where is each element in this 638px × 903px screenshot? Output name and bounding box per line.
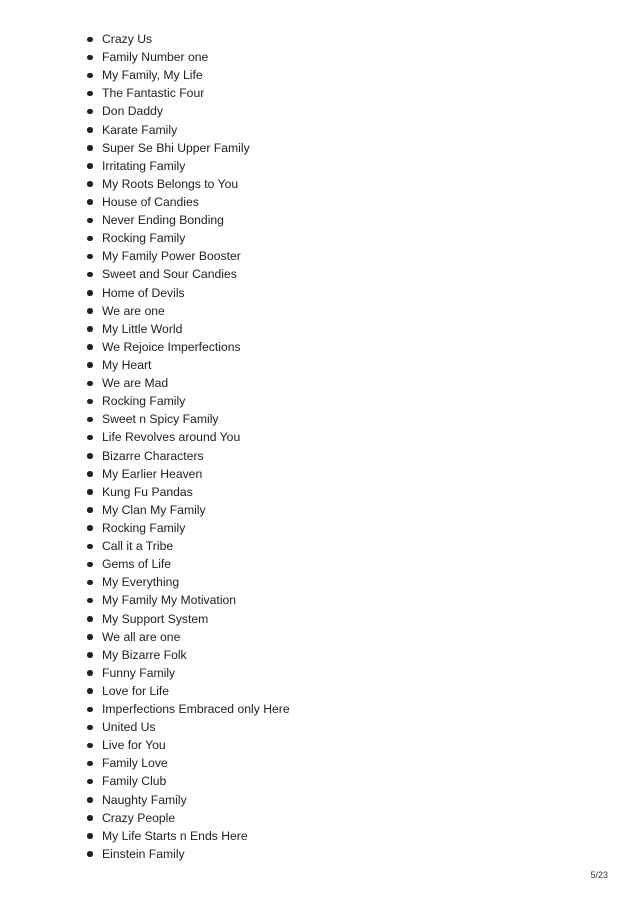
list-item-text: Irritating Family xyxy=(102,158,186,173)
list-item-text: Family Club xyxy=(102,774,167,789)
bullet-icon xyxy=(87,507,93,513)
bullet-icon xyxy=(87,815,93,821)
bullet-icon xyxy=(87,55,93,61)
list-item-text: My Clan My Family xyxy=(102,502,206,517)
bullet-icon xyxy=(87,145,93,151)
list-item xyxy=(0,754,290,772)
bullet-icon xyxy=(87,652,93,658)
list-item xyxy=(0,591,290,609)
list-item xyxy=(0,791,290,809)
list-item xyxy=(0,320,290,338)
bullet-icon xyxy=(87,381,93,387)
list-item-text: We all are one xyxy=(102,629,181,644)
list-item-text: My Everything xyxy=(102,575,180,590)
list-item xyxy=(0,66,290,84)
list-item-text: Life Revolves around You xyxy=(102,430,241,445)
bullet-icon xyxy=(87,670,93,676)
list-item-text: My Heart xyxy=(102,357,152,372)
bullet-icon xyxy=(87,236,93,242)
bullet-icon xyxy=(87,127,93,133)
list-item xyxy=(0,483,290,501)
list-item xyxy=(0,501,290,519)
list-item-text: My Family, My Life xyxy=(102,68,203,83)
bullet-icon xyxy=(87,326,93,332)
bullet-icon xyxy=(87,453,93,459)
list-item-text: Sweet n Spicy Family xyxy=(102,412,219,427)
list-item-text: Sweet and Sour Candies xyxy=(102,267,237,282)
bullet-icon xyxy=(87,37,93,43)
list-item-text: My Support System xyxy=(102,611,209,626)
list-item xyxy=(0,845,290,863)
bullet-icon xyxy=(87,399,93,405)
list-item-text: Crazy People xyxy=(102,810,176,825)
bullet-icon xyxy=(87,779,93,785)
list-item xyxy=(0,718,290,736)
list-item-text: My Life Starts n Ends Here xyxy=(102,828,248,843)
bullet-icon xyxy=(87,544,93,550)
bullet-icon xyxy=(87,91,93,97)
bullet-icon xyxy=(87,272,93,278)
list-item xyxy=(0,265,290,283)
list-item xyxy=(0,610,290,628)
list-item-text: The Fantastic Four xyxy=(102,86,205,101)
list-item xyxy=(0,48,290,66)
list-item xyxy=(0,465,290,483)
list-item-text: Rocking Family xyxy=(102,231,186,246)
list-item xyxy=(0,410,290,428)
bullet-icon xyxy=(87,254,93,260)
list-item xyxy=(0,211,290,229)
bullet-icon xyxy=(87,833,93,839)
bullet-icon xyxy=(87,290,93,296)
list-item xyxy=(0,428,290,446)
family-name-list xyxy=(0,30,290,863)
list-item xyxy=(0,338,290,356)
list-item-text: Never Ending Bonding xyxy=(102,213,224,228)
list-item-text: We are Mad xyxy=(102,376,169,391)
list-item-text: Karate Family xyxy=(102,122,178,137)
list-item xyxy=(0,302,290,320)
list-item xyxy=(0,646,290,664)
list-item xyxy=(0,84,290,102)
list-item xyxy=(0,736,290,754)
list-item-text: Bizarre Characters xyxy=(102,448,204,463)
list-item-text: Family Number one xyxy=(102,50,209,65)
list-item xyxy=(0,157,290,175)
bullet-icon xyxy=(87,109,93,115)
bullet-icon xyxy=(87,761,93,767)
list-item-text: My Little World xyxy=(102,321,183,336)
bullet-icon xyxy=(87,797,93,803)
list-item-text: Family Love xyxy=(102,756,168,771)
list-item-text: Naughty Family xyxy=(102,792,187,807)
bullet-icon xyxy=(87,435,93,441)
list-item-text: My Bizarre Folk xyxy=(102,647,187,662)
page-number: 5/23 xyxy=(590,870,608,880)
list-item xyxy=(0,229,290,247)
list-item xyxy=(0,392,290,410)
list-item xyxy=(0,682,290,700)
list-item xyxy=(0,664,290,682)
bullet-icon xyxy=(87,725,93,731)
list-item-text: Rocking Family xyxy=(102,520,186,535)
bullet-icon xyxy=(87,489,93,495)
bullet-icon xyxy=(87,562,93,568)
bullet-icon xyxy=(87,199,93,205)
list-item-text: Funny Family xyxy=(102,665,176,680)
list-item xyxy=(0,555,290,573)
list-item-text: My Roots Belongs to You xyxy=(102,176,239,191)
list-item-text: Kung Fu Pandas xyxy=(102,484,193,499)
list-item-text: Call it a Tribe xyxy=(102,539,174,554)
list-item xyxy=(0,284,290,302)
bullet-icon xyxy=(87,362,93,368)
bullet-icon xyxy=(87,163,93,169)
list-item xyxy=(0,809,290,827)
list-item xyxy=(0,193,290,211)
list-item-text: We are one xyxy=(102,303,165,318)
list-item xyxy=(0,102,290,120)
list-item xyxy=(0,628,290,646)
list-item-text: My Family Power Booster xyxy=(102,249,241,264)
list-item-text: Rocking Family xyxy=(102,394,186,409)
bullet-icon xyxy=(87,616,93,622)
list-item xyxy=(0,700,290,718)
bullet-icon xyxy=(87,344,93,350)
list-item-text: We Rejoice Imperfections xyxy=(102,339,241,354)
list-item xyxy=(0,573,290,591)
bullet-icon xyxy=(87,308,93,314)
bullet-icon xyxy=(87,851,93,857)
list-item xyxy=(0,519,290,537)
list-item-text: Home of Devils xyxy=(102,285,185,300)
list-item xyxy=(0,30,290,48)
bullet-icon xyxy=(87,580,93,586)
list-item-text: Live for You xyxy=(102,738,166,753)
list-item-text: Gems of Life xyxy=(102,557,172,572)
bullet-icon xyxy=(87,634,93,640)
bullet-icon xyxy=(87,181,93,187)
list-item xyxy=(0,121,290,139)
list-item-text: Einstein Family xyxy=(102,846,185,861)
list-item xyxy=(0,374,290,392)
list-item-text: United Us xyxy=(102,720,156,735)
bullet-icon xyxy=(87,218,93,224)
bullet-icon xyxy=(87,743,93,749)
list-item-text: Don Daddy xyxy=(102,104,163,119)
list-item xyxy=(0,447,290,465)
list-item-text: Super Se Bhi Upper Family xyxy=(102,140,250,155)
list-item xyxy=(0,175,290,193)
list-item xyxy=(0,247,290,265)
bullet-icon xyxy=(87,688,93,694)
bullet-icon xyxy=(87,598,93,604)
list-item-text: My Earlier Heaven xyxy=(102,466,203,481)
list-item xyxy=(0,356,290,374)
bullet-icon xyxy=(87,471,93,477)
bullet-icon xyxy=(87,73,93,79)
list-item xyxy=(0,537,290,555)
bullet-icon xyxy=(87,707,93,713)
list-item-text: Love for Life xyxy=(102,683,170,698)
list-item-text: Imperfections Embraced only Here xyxy=(102,702,290,717)
list-item xyxy=(0,827,290,845)
list-item xyxy=(0,772,290,790)
bullet-icon xyxy=(87,525,93,531)
list-item-text: Crazy Us xyxy=(102,32,153,46)
list-item-text: House of Candies xyxy=(102,194,199,209)
list-item-text: My Family My Motivation xyxy=(102,593,237,608)
bullet-icon xyxy=(87,417,93,423)
list-item xyxy=(0,139,290,157)
